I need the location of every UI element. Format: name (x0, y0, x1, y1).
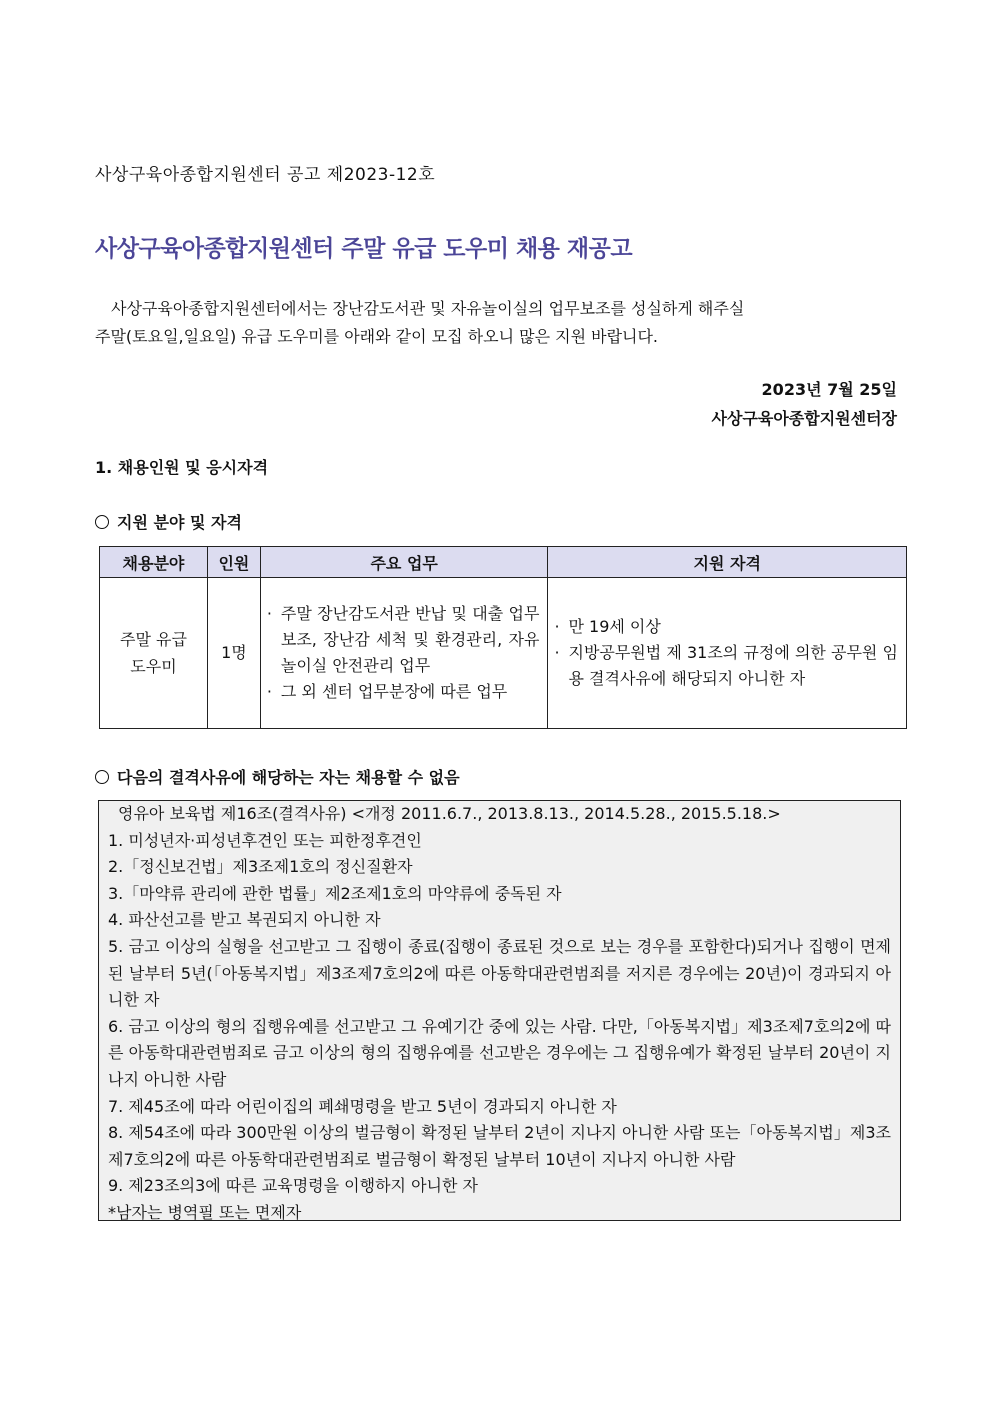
header-field: 채용분야 (100, 547, 208, 578)
header-duties: 주요 업무 (260, 547, 548, 578)
intro-line-2: 주말(토요일,일요일) 유급 도우미를 아래와 같이 모집 하오니 많은 지원 바랍니다. (95, 327, 659, 346)
signature-block (712, 375, 897, 433)
list-item: 1. 미성년자·피성년후견인 또는 피한정후견인 (108, 830, 422, 850)
bullet-mark: · (554, 617, 560, 636)
cell-qualifications (548, 578, 907, 729)
list-item: 8. 제54조에 따라 300만원 이상의 벌금형이 확정된 날부터 2년이 지나지 아니한 사람 또는「아동복지법」제3조제7호의2에 따른 아동학대관련범죄로 벌금형이 확정된 날부터 10년이 지나지 아니한 사람 (108, 1123, 891, 1169)
bullet-mark: · (554, 643, 560, 662)
subsection-heading-fields-text: 지원 분야 및 자격 (117, 513, 242, 532)
disqualification-header: 영유아 보육법 제16조(결격사유) <개정 2011.6.7., 2013.8.13., 2014.5.28., 2015.5.18.> (118, 804, 781, 823)
notice-date: 2023년 7월 25일 (761, 380, 897, 399)
disqualification-box (98, 800, 901, 1221)
duty-item (267, 679, 540, 705)
list-item: *남자는 병역필 또는 면제자 (108, 1202, 302, 1222)
duty-text: 주말 장난감도서관 반납 및 대출 업무보조, 장난감 세척 및 환경관리, 자유놀이실 안전관리 업무 (280, 604, 540, 675)
list-item: 4. 파산선고를 받고 복권되지 아니한 자 (108, 910, 381, 930)
field-text: 주말 유급 도우미 (120, 630, 187, 676)
recruitment-table (99, 546, 907, 729)
list-item: 9. 제23조의3에 따른 교육명령을 이행하지 아니한 자 (108, 1176, 478, 1196)
duty-item (267, 601, 540, 679)
section-heading-1: 1. 채용인원 및 응시자격 (95, 458, 269, 477)
qualification-item (554, 614, 898, 640)
table-header-row (100, 547, 907, 578)
subsection-heading-disqualification (95, 765, 460, 788)
intro-paragraph (95, 295, 915, 351)
header-count: 인원 (207, 547, 260, 578)
notice-number: 사상구육아종합지원센터 공고 제2023-12호 (95, 165, 436, 185)
subsection-heading-disqualification-text: 다음의 결격사유에 해당하는 자는 채용할 수 없음 (117, 768, 460, 787)
page-title: 사상구육아종합지원센터 주말 유급 도우미 채용 재공고 (95, 236, 633, 262)
list-item: 5. 금고 이상의 실형을 선고받고 그 집행이 종료(집행이 종료된 것으로 보는 경우를 포함한다)되거나 집행이 면제된 날부터 5년(「아동복지법」제3조제7호의2에 따른 아동학대관련범죄를 저지른 경우에는 20년)이 경과되지 아니한 자 (108, 936, 891, 1010)
issuer-name: 사상구육아종합지원센터장 (711, 409, 897, 428)
intro-line-1: 사상구육아종합지원센터에서는 장난감도서관 및 자유놀이실의 업무보조를 성실하게 해주실 (111, 299, 745, 318)
qualification-item (554, 640, 898, 692)
header-qualifications: 지원 자격 (548, 547, 907, 578)
circle-bullet-icon (95, 515, 109, 529)
list-item: 3.「마약류 관리에 관한 법률」제2조제1호의 마약류에 중독된 자 (108, 883, 562, 903)
list-item: 6. 금고 이상의 형의 집행유예를 선고받고 그 유예기간 중에 있는 사람. 다만,「아동복지법」제3조제7호의2에 따른 아동학대관련범죄로 금고 이상의 형의 집행유예를 선고받은 경우에는 그 집행유예가 확정된 날부터 20년이 지나지 아니한 사람 (108, 1016, 891, 1089)
subsection-heading-fields (95, 510, 242, 533)
list-item: 2.「정신보건법」제3조제1호의 정신질환자 (108, 857, 413, 877)
bullet-mark: · (266, 604, 272, 623)
cell-duties (260, 578, 548, 729)
list-item: 7. 제45조에 따라 어린이집의 폐쇄명령을 받고 5년이 경과되지 아니한 자 (108, 1096, 617, 1116)
duty-text: 그 외 센터 업무분장에 따른 업무 (280, 682, 508, 701)
qualification-text: 만 19세 이상 (568, 617, 661, 636)
cell-field (100, 578, 208, 729)
table-row (100, 578, 907, 729)
qualification-text: 지방공무원법 제 31조의 규정에 의한 공무원 임용 결격사유에 해당되지 아니한 자 (568, 643, 898, 688)
bullet-mark: · (266, 682, 272, 701)
cell-count: 1명 (207, 578, 260, 729)
circle-bullet-icon (95, 770, 109, 784)
